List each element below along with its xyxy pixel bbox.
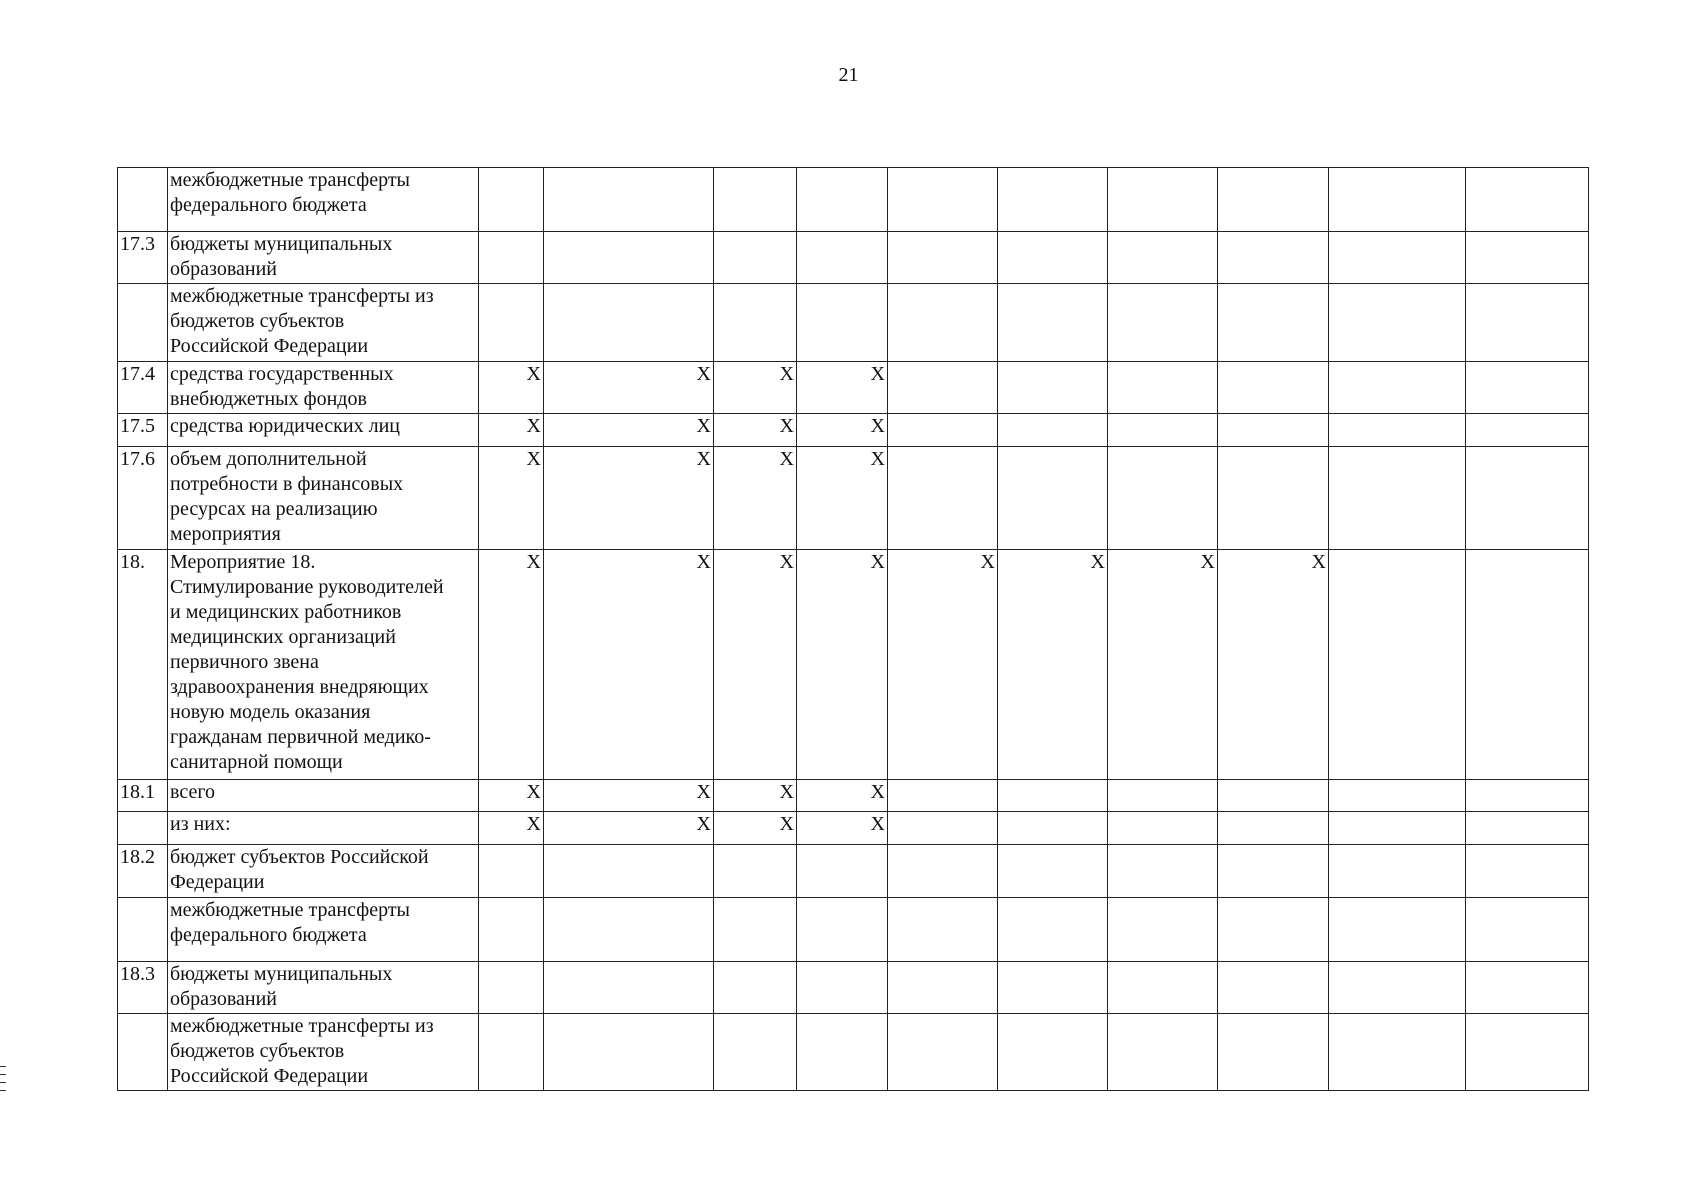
row-name-line: федерального бюджета [170,194,367,216]
value-cell [544,962,714,1014]
value-cell [1108,284,1218,362]
value-cell [1108,362,1218,414]
row-number-cell: 17.3 [118,232,168,284]
scan-mark [0,1074,6,1075]
row-name-line: Стимулирование руководителей [170,576,444,598]
value-cell: X [714,414,797,447]
value-cell [1108,414,1218,447]
value-cell: X [544,550,714,780]
row-name-line: санитарной помощи [170,751,343,773]
value-cell: X [479,780,544,812]
row-number-cell [118,168,168,232]
value-cell [1108,962,1218,1014]
value-cell [1218,414,1329,447]
value-cell [888,1014,998,1091]
row-number-cell: 18.2 [118,845,168,898]
value-cell [714,1014,797,1091]
row-name-line: ресурсах на реализацию [170,498,378,520]
value-cell [888,362,998,414]
row-name-line: средства юридических лиц [170,415,400,437]
value-cell [888,962,998,1014]
value-cell [1466,812,1589,845]
value-cell [1218,812,1329,845]
value-cell [1329,845,1466,898]
value-cell [1466,232,1589,284]
row-number-cell [118,1014,168,1091]
value-cell [1329,362,1466,414]
value-cell [1329,447,1466,550]
value-cell [998,284,1108,362]
row-name-line: бюджетов субъектов [170,310,345,332]
value-cell: X [714,550,797,780]
row-number-cell [118,284,168,362]
value-cell [888,898,998,962]
row-name-line: межбюджетные трансферты [170,899,410,921]
table-row [118,1014,1589,1091]
value-cell [1466,284,1589,362]
value-cell: X [797,362,888,414]
value-cell: X [1108,550,1218,780]
row-name-cell [168,362,479,414]
row-name-line: Мероприятие 18. [170,551,316,573]
value-cell: X [479,812,544,845]
row-name-line: Российской Федерации [170,335,369,357]
row-name-line: новую модель оказания [170,701,371,723]
value-cell [888,845,998,898]
row-name-line: здравоохранения внедряющих [170,676,429,698]
row-name-cell [168,284,479,362]
value-cell [998,962,1108,1014]
value-cell [888,812,998,845]
value-cell [1218,284,1329,362]
value-cell [1329,812,1466,845]
value-cell [1466,898,1589,962]
value-cell [1329,898,1466,962]
row-name-line: объем дополнительной [170,448,367,470]
row-number-cell [118,812,168,845]
row-number-cell: 17.4 [118,362,168,414]
row-name-line: Российской Федерации [170,1065,369,1087]
row-name-cell [168,845,479,898]
value-cell: X [479,362,544,414]
row-name-line: образований [170,988,278,1010]
value-cell [888,447,998,550]
row-name-cell [168,1014,479,1091]
value-cell [1218,447,1329,550]
value-cell [1466,447,1589,550]
row-name-line: бюджет субъектов Российской [170,846,429,868]
value-cell [797,898,888,962]
value-cell [479,1014,544,1091]
value-cell [998,812,1108,845]
row-number-cell: 18.1 [118,780,168,812]
value-cell: X [544,780,714,812]
row-number-cell: 18. [118,550,168,780]
value-cell: X [479,447,544,550]
value-cell [1108,1014,1218,1091]
row-name-line: образований [170,258,278,280]
value-cell [1218,168,1329,232]
value-cell: X [544,414,714,447]
table-row [118,845,1589,898]
table-row [118,780,1589,812]
value-cell [544,168,714,232]
value-cell [1466,780,1589,812]
value-cell [888,168,998,232]
row-name-cell [168,232,479,284]
table-row [118,550,1589,780]
value-cell [797,845,888,898]
value-cell [888,284,998,362]
value-cell [479,168,544,232]
value-cell [1108,780,1218,812]
value-cell [797,1014,888,1091]
row-number-cell: 18.3 [118,962,168,1014]
scan-mark [0,1082,6,1083]
value-cell: X [1218,550,1329,780]
value-cell [1329,962,1466,1014]
value-cell [714,232,797,284]
value-cell: X [714,780,797,812]
value-cell [998,845,1108,898]
row-number-cell: 17.6 [118,447,168,550]
row-name-cell [168,168,479,232]
value-cell [1329,232,1466,284]
row-name-cell [168,780,479,812]
table-row [118,898,1589,962]
value-cell [1466,550,1589,780]
value-cell [1329,168,1466,232]
value-cell [1329,780,1466,812]
value-cell [1218,362,1329,414]
value-cell [1108,898,1218,962]
row-name-cell [168,550,479,780]
value-cell [479,845,544,898]
row-name-line: федерального бюджета [170,924,367,946]
value-cell [1329,284,1466,362]
value-cell [797,284,888,362]
value-cell [1329,550,1466,780]
row-name-line: Федерации [170,871,265,893]
row-number-cell [118,898,168,962]
row-name-cell [168,447,479,550]
table-row [118,447,1589,550]
value-cell: X [797,414,888,447]
value-cell: X [888,550,998,780]
row-name-line: потребности в финансовых [170,473,404,495]
row-name-line: межбюджетные трансферты из [170,1015,434,1037]
value-cell [714,962,797,1014]
row-name-line: внебюджетных фондов [170,388,367,410]
value-cell: X [479,550,544,780]
value-cell [998,447,1108,550]
value-cell [1218,962,1329,1014]
value-cell [714,845,797,898]
value-cell [544,284,714,362]
value-cell [998,362,1108,414]
row-number-cell: 17.5 [118,414,168,447]
table-row [118,284,1589,362]
value-cell [797,168,888,232]
table-row [118,812,1589,845]
value-cell [998,168,1108,232]
value-cell [1108,845,1218,898]
value-cell [1218,1014,1329,1091]
row-name-line: бюджеты муниципальных [170,963,393,985]
table-row [118,168,1589,232]
value-cell [714,898,797,962]
value-cell [714,168,797,232]
value-cell [998,232,1108,284]
value-cell [797,962,888,1014]
row-name-cell [168,414,479,447]
value-cell: X [714,812,797,845]
value-cell: X [479,414,544,447]
value-cell [544,845,714,898]
value-cell: X [714,362,797,414]
value-cell [1466,414,1589,447]
funding-table [117,167,1589,1091]
value-cell: X [797,447,888,550]
page-number: 21 [838,64,859,86]
table-row [118,962,1589,1014]
table-row [118,414,1589,447]
value-cell [1108,812,1218,845]
row-name-line: всего [170,781,216,803]
value-cell [479,962,544,1014]
value-cell [1108,168,1218,232]
value-cell [1218,232,1329,284]
value-cell [1466,362,1589,414]
value-cell [1108,232,1218,284]
row-name-line: межбюджетные трансферты из [170,285,434,307]
value-cell [1466,1014,1589,1091]
value-cell [888,414,998,447]
value-cell: X [544,447,714,550]
value-cell [888,780,998,812]
value-cell [1329,414,1466,447]
value-cell [998,1014,1108,1091]
value-cell: X [797,550,888,780]
row-name-line: гражданам первичной медико- [170,726,431,748]
value-cell [1466,168,1589,232]
value-cell: X [797,812,888,845]
value-cell: X [544,812,714,845]
table-body [118,168,1589,1091]
value-cell [479,284,544,362]
value-cell [1466,962,1589,1014]
value-cell [1466,845,1589,898]
row-name-line: мероприятия [170,523,281,545]
value-cell [998,780,1108,812]
value-cell [1329,1014,1466,1091]
value-cell [1218,845,1329,898]
value-cell [714,284,797,362]
row-name-line: первичного звена [170,651,319,673]
value-cell [544,1014,714,1091]
value-cell [998,898,1108,962]
scan-mark [0,1066,6,1067]
value-cell: X [544,362,714,414]
value-cell [1218,780,1329,812]
value-cell: X [714,447,797,550]
value-cell [544,232,714,284]
scan-mark [0,1090,6,1091]
row-name-cell [168,962,479,1014]
row-name-line: средства государственных [170,363,394,385]
row-name-cell [168,812,479,845]
row-name-line: межбюджетные трансферты [170,169,410,191]
value-cell [479,898,544,962]
value-cell: X [797,780,888,812]
row-name-line: медицинских организаций [170,626,396,648]
table-row [118,232,1589,284]
value-cell [479,232,544,284]
value-cell [888,232,998,284]
value-cell [797,232,888,284]
row-name-line: бюджетов субъектов [170,1040,345,1062]
value-cell [1218,898,1329,962]
value-cell: X [998,550,1108,780]
row-name-line: из них: [170,813,231,835]
row-name-line: бюджеты муниципальных [170,233,393,255]
row-name-line: и медицинских работников [170,601,402,623]
table-row [118,362,1589,414]
value-cell [998,414,1108,447]
value-cell [544,898,714,962]
row-name-cell [168,898,479,962]
value-cell [1108,447,1218,550]
